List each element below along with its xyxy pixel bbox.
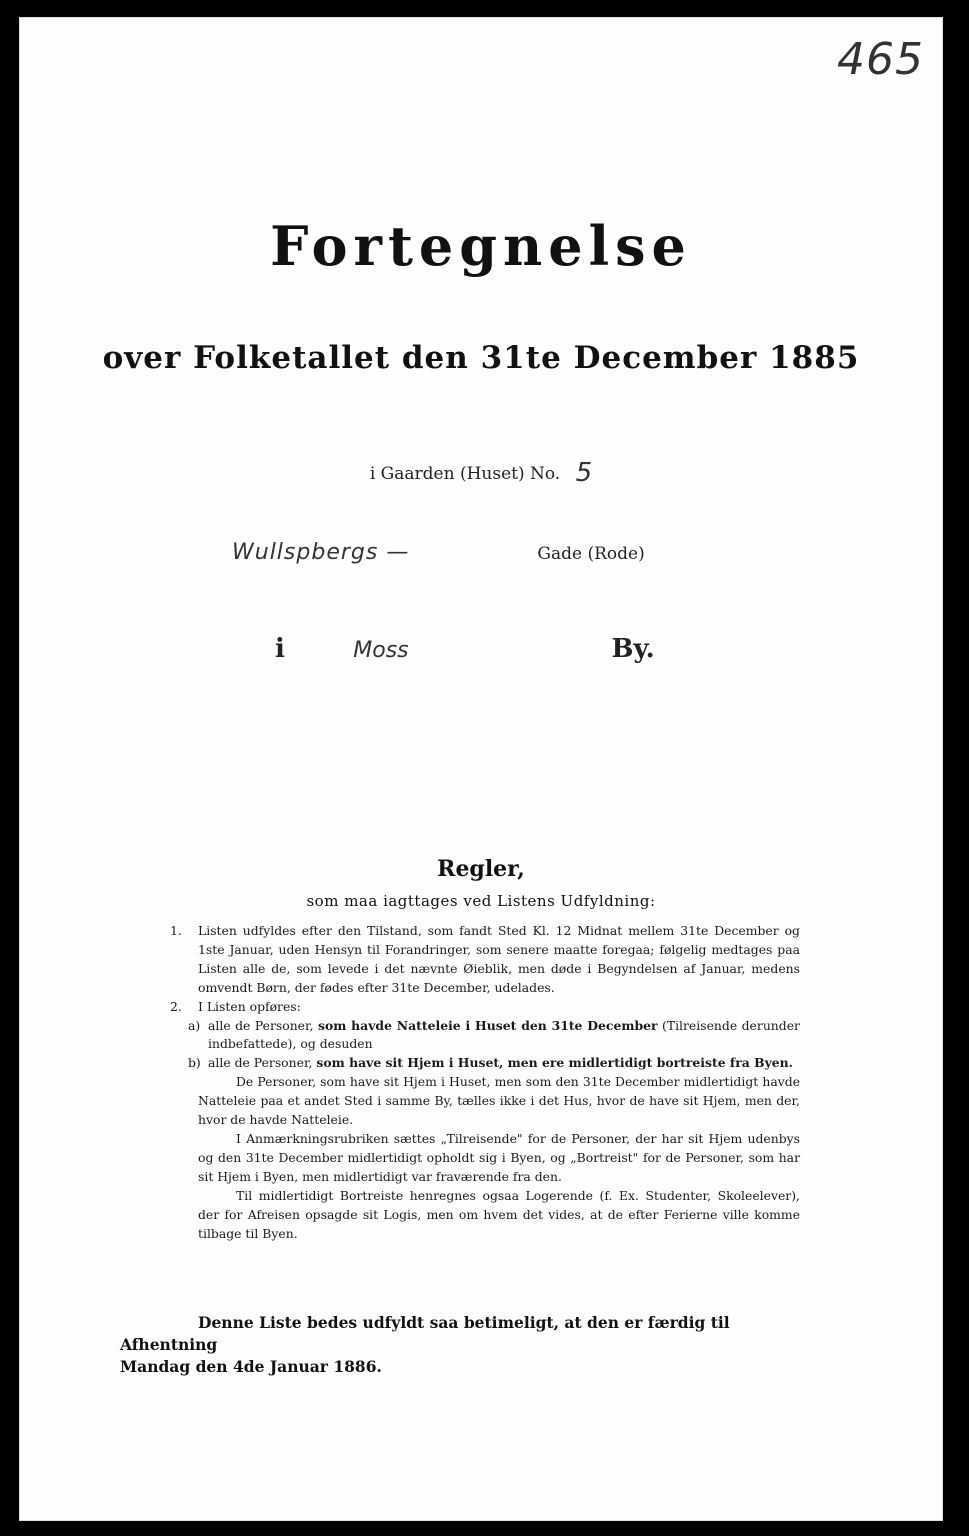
sub-letter: b) bbox=[188, 1055, 201, 1071]
rule-item-2 bbox=[170, 998, 800, 1017]
sub-text: (Tilreisende derunder indbefattede), og desuden bbox=[208, 1017, 800, 1052]
city-prefix: i bbox=[275, 634, 285, 664]
rule-number: 1. bbox=[170, 923, 182, 938]
rule-paragraph-1: De Personer, som have sit Hjem i Huset, men som den 31te December midlertidigt havde Natteleie paa et andet Sted i samme By, tælles ikke i det Hus, hvor de have sit Hjem, men der, hvor de havde Natteleie. bbox=[198, 1074, 800, 1128]
sub-text-bold: som have sit Hjem i Huset, men ere midlertidigt bortreiste fra Byen. bbox=[316, 1055, 793, 1071]
rules-subheading: som maa iagttages ved Listens Udfyldning: bbox=[306, 892, 656, 910]
rules-body bbox=[170, 922, 800, 1243]
rule-item-2a bbox=[170, 1017, 800, 1055]
rule-paragraph-3: Til midlertidigt Bortreiste henregnes ogsaa Logerende (f. Ex. Studenter, Skoleelever), der for Afreisen opsagde sit Logis, men om hvem det vides, at de efter Ferierne ville komme tilbage til Byen. bbox=[198, 1187, 800, 1241]
footer-note bbox=[120, 1312, 820, 1378]
rules-heading: Regler, bbox=[437, 856, 525, 882]
form-subtitle: over Folketallet den 31te December 1885 bbox=[102, 340, 860, 376]
rule-item-1 bbox=[170, 922, 800, 998]
folio-number: 465 bbox=[837, 34, 924, 85]
form-title: Fortegnelse bbox=[270, 214, 692, 278]
house-number-label: i Gaarden (Huset) No. bbox=[369, 464, 561, 484]
house-number-line bbox=[20, 456, 942, 486]
rule-number: 2. bbox=[170, 998, 182, 1014]
sub-text-bold: som havde Natteleie i Huset den 31te December bbox=[317, 1017, 658, 1033]
rule-text: Listen udfyldes efter den Tilstand, som fandt Sted Kl. 12 Midnat mellem 31te December og 1ste Januar, uden Hensyn til Forandringer, som senere maatte foregaa; følgelig medtages paa Listen alle de, som levede i det nævnte Øieblik, men døde i Begyndelsen af Januar, medens omvendt Børn, der fødes efter 31te December, udelades. bbox=[198, 923, 800, 995]
census-form-page bbox=[20, 18, 942, 1520]
rule-text: I Listen opføres: bbox=[198, 998, 301, 1014]
street-line bbox=[232, 540, 732, 565]
footer-line-1: Denne Liste bedes udfyldt saa betimeligt, at den er færdig til Afhentning bbox=[120, 1313, 730, 1354]
city-line bbox=[275, 634, 715, 664]
city-suffix: By. bbox=[611, 634, 655, 664]
street-name-handwritten: Wullspbergs — bbox=[232, 540, 410, 565]
sub-text: alle de Personer, bbox=[208, 1017, 314, 1033]
city-name-handwritten: Moss bbox=[353, 638, 409, 663]
footer-line-2: Mandag den 4de Januar 1886. bbox=[120, 1357, 382, 1376]
sub-letter: a) bbox=[188, 1017, 201, 1033]
rule-item-2b bbox=[170, 1054, 800, 1073]
sub-text: alle de Personer, bbox=[208, 1055, 313, 1071]
rule-paragraph-2: I Anmærkningsrubriken sættes „Tilreisende" for de Personer, der har sit Hjem udenbys og den 31te December midlertidigt opholdt sig i Byen, og „Bortreist" for de Personer, som har sit Hjem i Byen, men midlertidigt var fraværende fra den. bbox=[198, 1130, 800, 1184]
house-number-value: 5 bbox=[575, 458, 593, 488]
street-label: Gade (Rode) bbox=[537, 544, 645, 564]
